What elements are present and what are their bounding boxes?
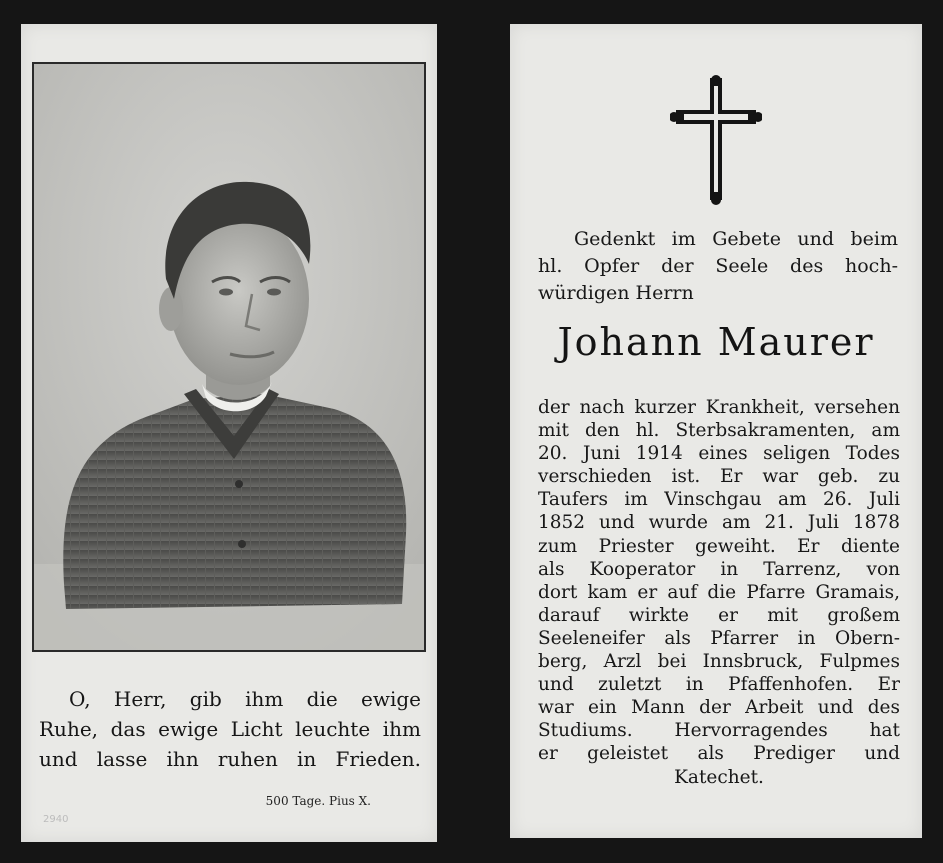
bio-line: zum Priester geweiht. Er diente bbox=[538, 535, 900, 557]
intro-line: würdigen Herrn bbox=[538, 282, 694, 304]
bio-line: berg, Arzl bei Innsbruck, Fulpmes bbox=[538, 651, 900, 673]
intro-line: Gedenkt im Gebete und beim bbox=[574, 228, 898, 250]
deceased-name: Johann Maurer bbox=[557, 320, 875, 364]
bio-line: als Kooperator in Tarrenz, von bbox=[538, 558, 900, 580]
bio-line: er geleistet als Prediger und bbox=[538, 743, 900, 765]
bio-line: 20. Juni 1914 eines seligen Todes bbox=[538, 443, 900, 465]
left-card bbox=[21, 24, 437, 842]
bio-line: Seeleneifer als Pfarrer in Obern- bbox=[538, 627, 900, 649]
biography-text bbox=[538, 396, 900, 789]
bio-line: darauf wirkte er mit großem bbox=[538, 604, 900, 626]
bio-line: Katechet. bbox=[674, 766, 764, 788]
prayer-line: Ruhe, das ewige Licht leuchte ihm bbox=[39, 717, 421, 741]
prayer-line: O, Herr, gib ihm die ewige bbox=[69, 687, 421, 711]
bio-line: verschieden ist. Er war geb. zu bbox=[538, 466, 900, 488]
intro-text bbox=[538, 226, 898, 307]
bio-line: mit den hl. Sterbsakramenten, am bbox=[538, 420, 900, 442]
printer-mark: 2940 bbox=[43, 814, 69, 825]
bio-line: Taufers im Vinschgau am 26. Juli bbox=[538, 489, 900, 511]
bio-line: 1852 und wurde am 21. Juli 1878 bbox=[538, 512, 900, 534]
intro-line: hl. Opfer der Seele des hoch- bbox=[538, 255, 898, 277]
bio-line: dort kam er auf die Pfarre Gramais, bbox=[538, 581, 900, 603]
portrait-illustration bbox=[34, 64, 424, 650]
right-card bbox=[510, 24, 922, 838]
bio-line: der nach kurzer Krankheit, versehen bbox=[538, 397, 900, 418]
portrait-photo bbox=[32, 62, 426, 652]
bio-line: war ein Mann der Arbeit und des bbox=[538, 697, 900, 719]
indulgence-note: 500 Tage. Pius X. bbox=[265, 794, 371, 808]
prayer-text bbox=[39, 684, 421, 774]
prayer-line: und lasse ihn ruhen in Frieden. bbox=[39, 747, 421, 771]
bio-line: und zuletzt in Pfaffenhofen. Er bbox=[538, 674, 900, 696]
cross-icon bbox=[670, 74, 762, 206]
bio-line: Studiums. Hervorragendes hat bbox=[538, 720, 900, 742]
